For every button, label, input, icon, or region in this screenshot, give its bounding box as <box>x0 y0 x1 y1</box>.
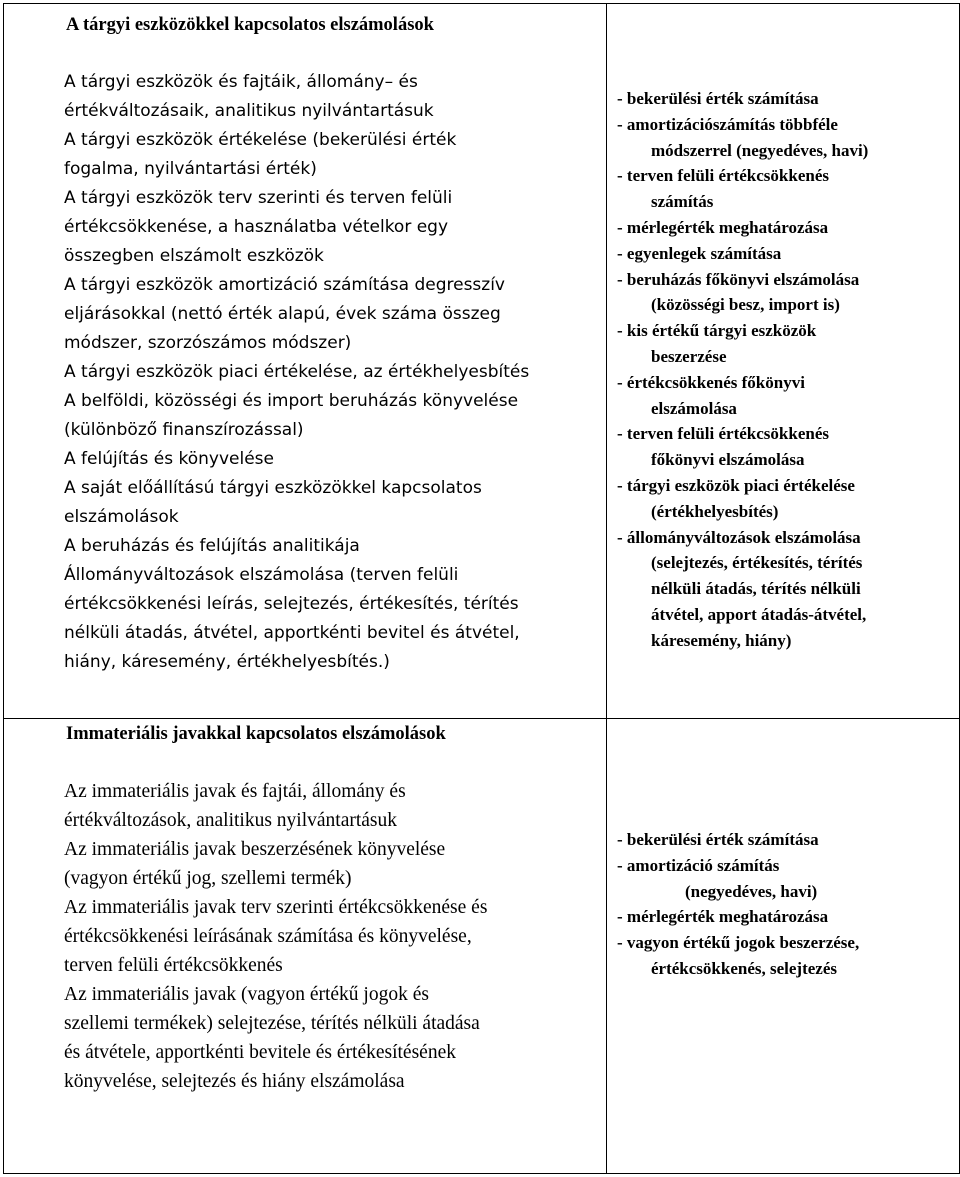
skill-line: beszerzése <box>651 346 727 366</box>
topic-list-tangible-assets <box>4 68 606 677</box>
topic-line: fogalma, nyilvántartási érték) <box>64 159 317 179</box>
topic-line: szellemi termékek) selejtezése, térítés nélküli átadása <box>64 1013 480 1034</box>
topic-line: elszámolások <box>64 507 179 527</box>
skill-line: - terven felüli értékcsökkenés <box>617 424 829 444</box>
topic-line: Az immateriális javak beszerzésének könyvelése <box>64 839 446 860</box>
topic-line: (vagyon értékű jog, szellemi termék) <box>64 868 352 889</box>
skill-line: elszámolása <box>651 398 737 418</box>
skill-line: módszerrel (negyedéves, havi) <box>651 140 869 160</box>
topic-line: A saját előállítású tárgyi eszközökkel kapcsolatos <box>64 478 482 498</box>
skill-line: - mérlegérték meghatározása <box>617 217 829 237</box>
topic-line: értékváltozások, analitikus nyilvántartásuk <box>64 810 398 831</box>
skill-line: - állományváltozások elszámolása <box>617 527 861 547</box>
topic-line: könyvelése, selejtezés és hiány elszámolása <box>64 1071 405 1092</box>
topic-line: összegben elszámolt eszközök <box>64 246 324 266</box>
skill-line: - tárgyi eszközök piaci értékelése <box>617 475 855 495</box>
topic-line: nélküli átadás, átvétel, apportkénti bevitel és átvétel, <box>64 623 520 643</box>
topic-line: módszer, szorzószámos módszer) <box>64 333 352 353</box>
skill-line: átvétel, apport átadás-átvétel, <box>651 604 867 624</box>
left-cell-tangible-assets <box>4 4 607 719</box>
topic-line: A felújítás és könyvelése <box>64 449 274 469</box>
topic-line: A tárgyi eszközök piaci értékelése, az értékhelyesbítés <box>64 362 530 382</box>
topic-line: értékcsökkenési leírásának számítása és könyvelése, <box>64 926 472 947</box>
topic-line: A tárgyi eszközök amortizáció számítása degresszív <box>64 275 505 295</box>
skill-line: - kis értékű tárgyi eszközök <box>617 321 817 341</box>
topic-line: Állományváltozások elszámolása (terven felüli <box>64 565 459 585</box>
right-cell-tangible-assets <box>607 4 960 719</box>
skill-line: - bekerülési érték számítása <box>617 89 819 108</box>
skill-line: - terven felüli értékcsökkenés <box>617 166 829 186</box>
topic-line: A belföldi, közösségi és import beruházás könyvelése <box>64 391 519 411</box>
topic-line: és átvétele, apportkénti bevitele és értékesítésének <box>64 1042 456 1063</box>
skill-line: - amortizáció számítás <box>617 855 780 875</box>
topic-line: Az immateriális javak és fajtái, állomány és <box>64 781 406 802</box>
skill-line: - értékcsökkenés főkönyvi <box>617 372 805 392</box>
skill-line: értékcsökkenés, selejtezés <box>651 958 837 978</box>
skill-line: - beruházás főkönyvi elszámolása <box>617 269 860 289</box>
right-cell-intangible-assets <box>607 719 960 1174</box>
left-cell-intangible-assets <box>4 719 607 1174</box>
topic-line: A tárgyi eszközök értékelése (bekerülési érték <box>64 130 457 150</box>
skill-line: nélküli átadás, térítés nélküli <box>651 579 861 599</box>
topic-line: terven felüli értékcsökkenés <box>64 955 283 976</box>
section-title-tangible-assets: A tárgyi eszközökkel kapcsolatos elszámolások <box>66 15 434 35</box>
skill-line: - egyenlegek számítása <box>617 243 782 263</box>
skill-line: számítás <box>651 192 714 212</box>
section-title-intangible-assets: Immateriális javakkal kapcsolatos elszámolások <box>66 724 446 744</box>
topic-line: (különböző finanszírozással) <box>64 420 304 440</box>
skill-line: - amortizációszámítás többféle <box>617 114 838 134</box>
topic-line: hiány, káresemény, értékhelyesbítés.) <box>64 652 390 672</box>
skills-list-intangible-assets <box>607 827 959 982</box>
skill-line: - bekerülési érték számítása <box>617 830 819 849</box>
skills-list-tangible-assets <box>607 86 959 654</box>
topic-line: A beruházás és felújítás analitikája <box>64 536 360 556</box>
skill-line: főkönyvi elszámolása <box>651 450 805 470</box>
table-row-intangible-assets <box>4 719 960 1174</box>
skill-line: - vagyon értékű jogok beszerzése, <box>617 933 860 953</box>
topic-line: Az immateriális javak (vagyon értékű jogok és <box>64 984 429 1005</box>
curriculum-table <box>3 3 960 1174</box>
topic-list-intangible-assets <box>4 777 606 1096</box>
skill-line: (közösségi besz, import is) <box>651 295 840 315</box>
topic-line: értékváltozásaik, analitikus nyilvántartásuk <box>64 101 434 121</box>
topic-line: értékcsökkenési leírás, selejtezés, értékesítés, térítés <box>64 594 519 614</box>
topic-line: Az immateriális javak terv szerinti értékcsökkenése és <box>64 897 488 918</box>
table-row-tangible-assets <box>4 4 960 719</box>
topic-line: A tárgyi eszközök és fajtáik, állomány– és <box>64 72 418 92</box>
skill-line: - mérlegérték meghatározása <box>617 907 829 927</box>
skill-line: (negyedéves, havi) <box>685 881 818 901</box>
topic-line: A tárgyi eszközök terv szerinti és terven felüli <box>64 188 453 208</box>
skill-line: (selejtezés, értékesítés, térítés <box>651 553 863 573</box>
skill-line: (értékhelyesbítés) <box>651 501 779 521</box>
topic-line: értékcsökkenése, a használatba vételkor egy <box>64 217 449 237</box>
skill-line: káresemény, hiány) <box>651 630 792 650</box>
topic-line: eljárásokkal (nettó érték alapú, évek száma összeg <box>64 304 501 324</box>
